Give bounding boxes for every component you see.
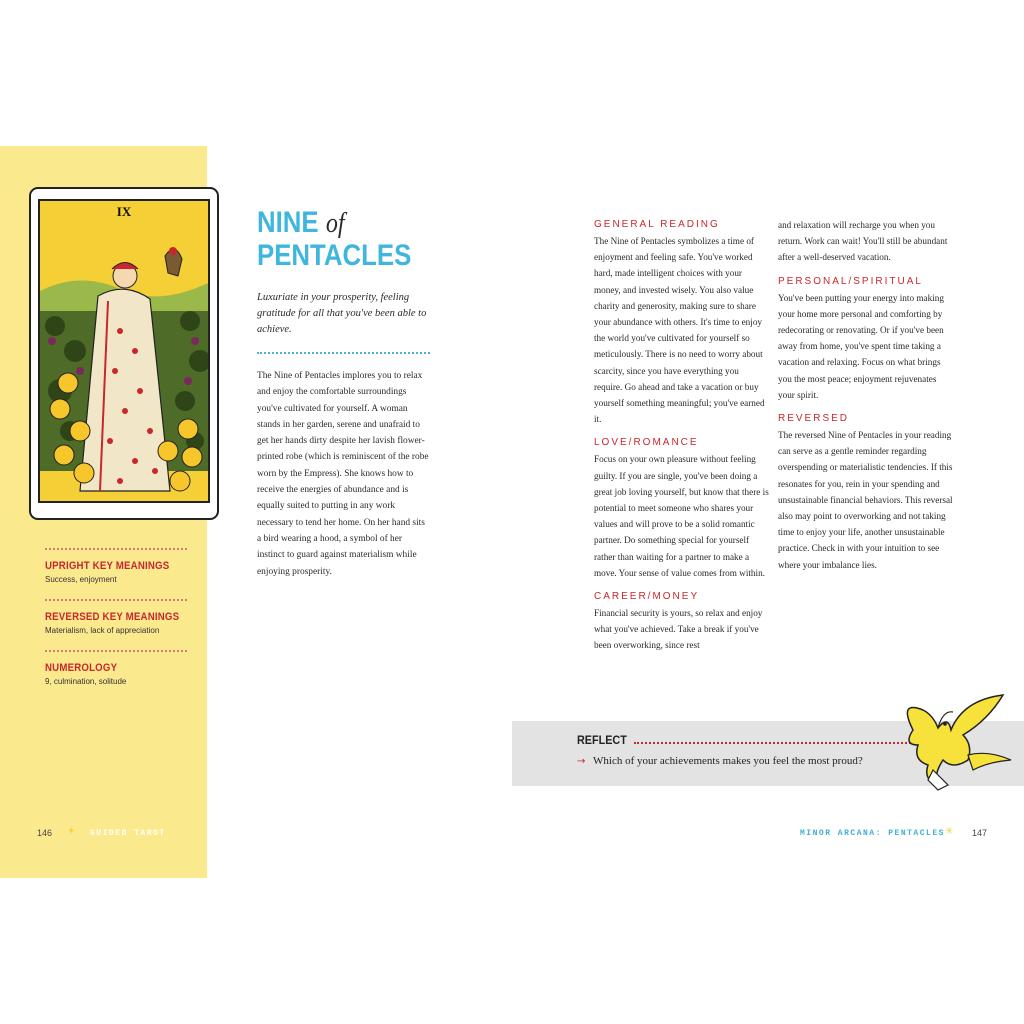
section-body: and relaxation will recharge you when you return. Work can wait! You'll still be abundant after a well-deserved vacation. xyxy=(778,220,948,263)
key-meanings-text: Materialism, lack of appreciation xyxy=(45,626,160,635)
title-of: of xyxy=(325,208,345,239)
arrow-icon: → xyxy=(577,756,586,767)
divider xyxy=(634,742,934,744)
running-head-right: MINOR ARCANA: PENTACLES xyxy=(800,829,945,838)
divider xyxy=(257,352,430,354)
section-body: Focus on your own pleasure without feeling guilty. If you are single, you've been doing a great job loving yourself, but know that there is potential to meet someone who shares your values and will prove to be a solid romantic partner. Do something special for yourself rather than waiting for a partner to make a move. Your sense of value comes from within. xyxy=(594,454,769,578)
tarot-card xyxy=(29,187,219,520)
section-heading: GENERAL READING xyxy=(594,219,720,230)
intro-text: The Nine of Pentacles implores you to relax and enjoy the comfortable surroundings you've cultivated for yourself. A woman stands in her garden, serene and unafraid to get her hands dirty despite her lavish flower-printed robe (which is reminiscent of the robe worn by the Empress). She knows how to receive the energies of abundance and is equally suited to putting in any work necessary to tend her home. On her hand sits a bird wearing a hood, a symbol of her instinct to guard against materialism while enjoying prosperity. xyxy=(257,371,429,577)
star-icon: ✳ xyxy=(945,826,954,837)
section-body: Financial security is yours, so relax and enjoy what you've achieved. Take a break if you've been overworking, since rest xyxy=(594,608,763,651)
reflect-question: Which of your achievements makes you feel the most proud? xyxy=(593,755,863,767)
section-body: The reversed Nine of Pentacles in your reading can serve as a gentle reminder regarding overspending or materialistic tendencies. If this resonates for you, rein in your spending and unsustainable financial behaviors. This reversal also may point to overworking and not taking time to enjoy your life, another unsustainable practice. Check in with your intuition to see where your imbalance lies. xyxy=(778,430,953,570)
divider xyxy=(45,650,187,652)
column-middle xyxy=(594,217,769,662)
key-meanings-title: NUMEROLOGY xyxy=(45,662,118,674)
key-meanings-title: REVERSED KEY MEANINGS xyxy=(45,611,180,623)
page-number-right: 147 xyxy=(972,828,988,838)
upright-key-meanings xyxy=(45,560,190,584)
key-meanings-text: 9, culmination, solitude xyxy=(45,677,127,686)
star-icon: ✦ xyxy=(67,826,76,837)
title-line2: PENTACLES xyxy=(257,239,412,272)
running-head-left: GUIDED TAROT xyxy=(90,829,166,838)
section-heading: PERSONAL/SPIRITUAL xyxy=(778,275,923,287)
section-heading: REVERSED xyxy=(778,413,850,425)
divider xyxy=(45,548,187,550)
numerology xyxy=(45,662,190,686)
tarot-card-illustration xyxy=(38,199,210,503)
section-body: You've been putting your energy into making your home more personal and comforting by redecorating or renovating. Or if you've been away from home, you've spent time taking a vacation and relaxing. Focus on what brings you the most peace; enjoyment rejuvenates your spirit. xyxy=(778,292,944,400)
section-heading: CAREER/MONEY xyxy=(594,591,700,603)
section-body: The Nine of Pentacles symbolizes a time of enjoyment and feeling safe. You've worked hard, made intelligent choices with your money, and invested wisely. You also value charity and generosity, making sure to share your abundance with others. It's time to enjoy the world you've cultivated for yourself so meticulously. There is no need to worry about scarcity, since you have everything you require. Go ahead and take a vacation or buy yourself something meaningful; you've earned it. xyxy=(594,236,765,425)
title-line1: NINE xyxy=(257,206,319,239)
bird-icon xyxy=(893,690,1013,800)
reflect-title: REFLECT xyxy=(577,733,627,747)
section-heading: LOVE/ROMANCE xyxy=(594,437,699,449)
page-number-left: 146 xyxy=(37,828,53,838)
column-right xyxy=(778,217,953,581)
reversed-key-meanings xyxy=(45,611,190,635)
divider xyxy=(45,599,187,601)
page-title xyxy=(257,207,411,272)
key-meanings-text: Success, enjoyment xyxy=(45,575,117,584)
key-meanings-title: UPRIGHT KEY MEANINGS xyxy=(45,560,170,572)
subtitle: Luxuriate in your prosperity, feeling gratitude for all that you've been able to achieve. xyxy=(257,292,427,335)
card-numeral: IX xyxy=(116,204,132,219)
